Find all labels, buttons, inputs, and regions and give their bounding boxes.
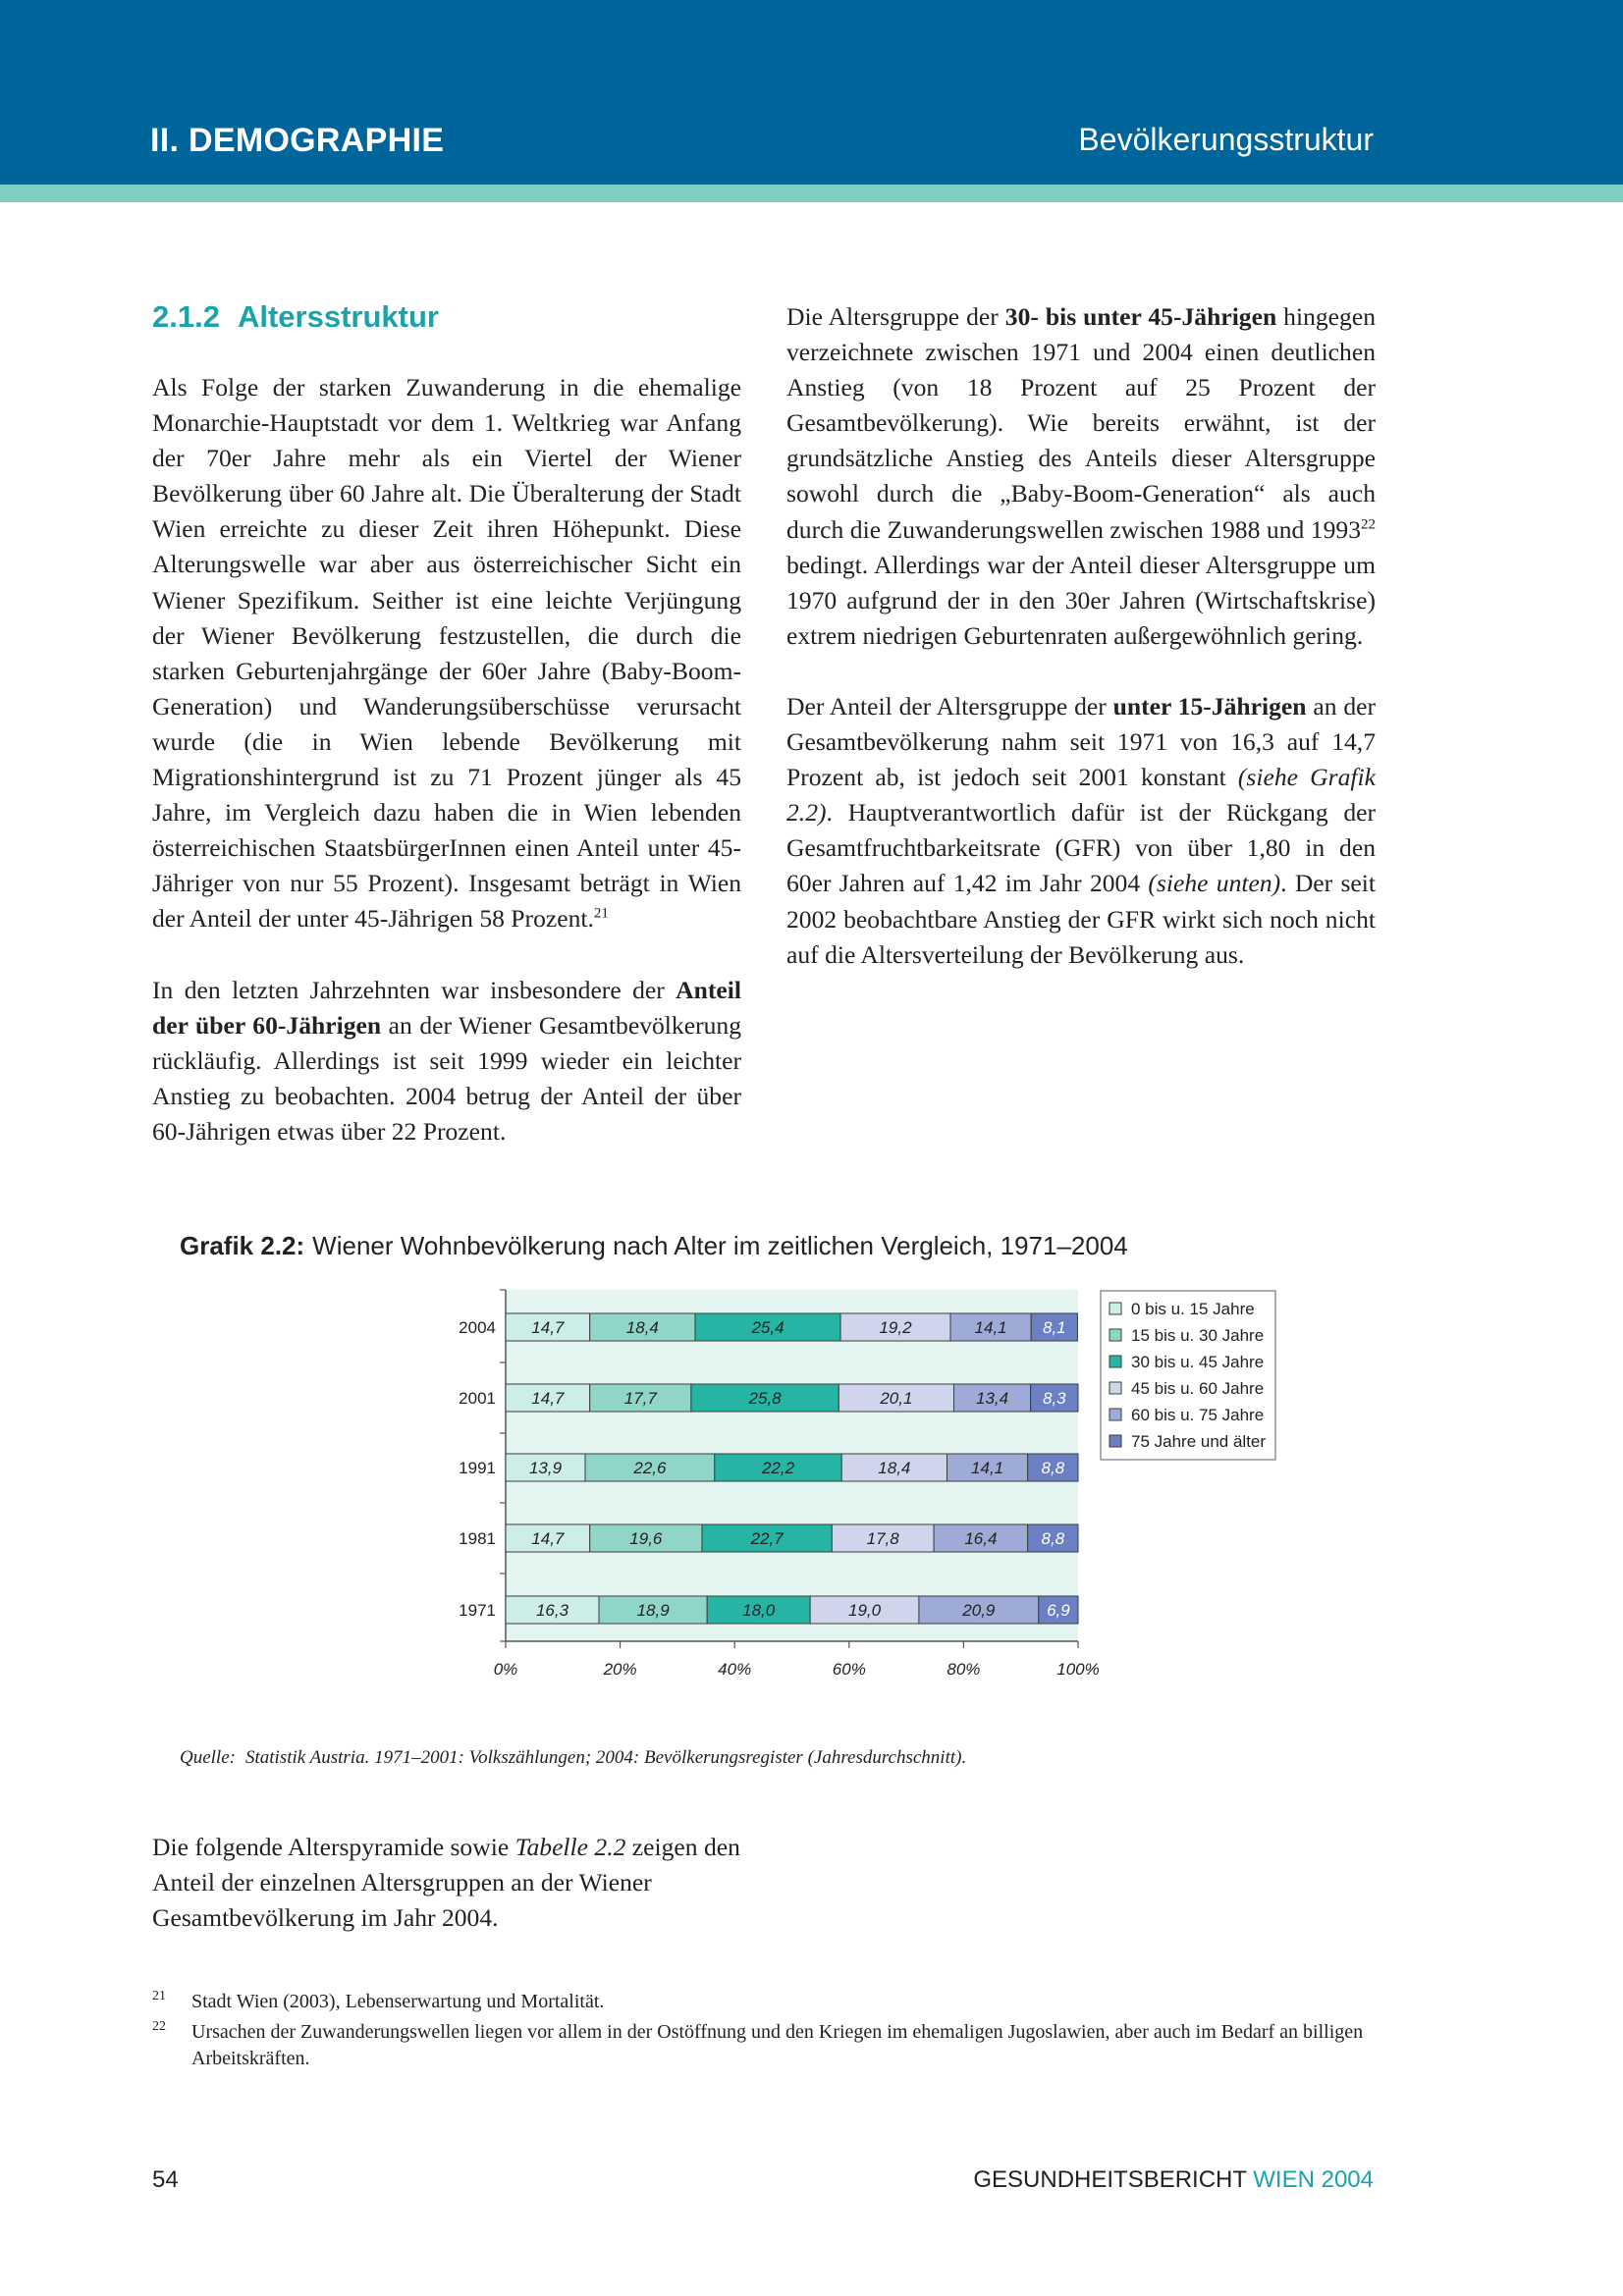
bold-text: 30- bis unter 45-Jährigen [1004, 302, 1277, 331]
bold-text: unter 15-Jährigen [1112, 691, 1307, 721]
legend-label: 45 bis u. 60 Jahre [1131, 1379, 1265, 1398]
data-label: 8,8 [1041, 1529, 1065, 1548]
paragraph-text: Die folgende Alterspyramide sowie [152, 1833, 515, 1861]
paragraph-text: hingegen verzeichnete zwischen 1971 und 2004 einen deutlichen Anstieg (von 18 Prozent auf 25 Prozent der Gesamtbevölkerung). Wie bereits erwähnt, ist der grundsätzliche Anstieg des Anteils dieser Altersgruppe sowohl durch die „Baby-Boom-Generation“ als auch durch die Zuwanderungswellen zwischen 1988 und 1993 [786, 302, 1376, 544]
chart-title-text: Wiener Wohnbevölkerung nach Alter im zeitlichen Vergleich, 1971–2004 [312, 1231, 1128, 1260]
legend-swatch [1109, 1356, 1121, 1367]
chart-source [180, 1747, 976, 1769]
paragraph [786, 299, 1376, 654]
paragraph [152, 370, 741, 937]
y-category-label: 1991 [459, 1459, 496, 1477]
data-label: 8,3 [1042, 1389, 1066, 1408]
x-tick-label: 80% [947, 1660, 981, 1679]
y-category-label: 1971 [459, 1601, 496, 1620]
chart-title [180, 1231, 1128, 1261]
y-category-label: 2001 [459, 1389, 496, 1408]
data-label: 14,1 [974, 1318, 1007, 1337]
italic-reference: Tabelle 2.2 [514, 1833, 626, 1861]
footnote-text: Stadt Wien (2003), Lebenserwartung und Mortalität. [191, 1991, 605, 2012]
data-label: 20,1 [880, 1389, 913, 1408]
x-tick-label: 100% [1056, 1660, 1100, 1679]
footnote [152, 2019, 1380, 2072]
data-label: 16,4 [964, 1529, 998, 1548]
data-label: 22,6 [633, 1459, 667, 1477]
stacked-bar-chart [0, 1276, 1623, 1688]
section-title [152, 299, 741, 335]
paragraph-text: Der Anteil der Altersgruppe der [786, 691, 1113, 721]
data-label: 18,4 [878, 1459, 911, 1477]
legend-swatch [1109, 1329, 1121, 1341]
data-label: 25,4 [751, 1318, 784, 1337]
chapter-title: II. DEMOGRAPHIE [150, 122, 445, 159]
right-column [786, 299, 1376, 1008]
section-title-text: Altersstruktur [237, 299, 439, 334]
footnote-ref[interactable]: 22 [1361, 516, 1376, 533]
legend-label: 0 bis u. 15 Jahre [1131, 1300, 1255, 1318]
legend-swatch [1109, 1435, 1121, 1447]
legend-swatch [1109, 1382, 1121, 1394]
data-label: 18,0 [742, 1601, 776, 1620]
data-label: 18,4 [625, 1318, 659, 1337]
paragraph-text: Die Altersgruppe der [786, 302, 1005, 331]
data-label: 8,1 [1042, 1318, 1066, 1337]
data-label: 13,4 [976, 1389, 1009, 1408]
data-label: 17,7 [623, 1389, 657, 1408]
source-text: Statistik Austria. 1971–2001: Volkszählungen; 2004: Bevölkerungsregister (Jahresdurchschnitt). [244, 1747, 967, 1768]
data-label: 14,7 [531, 1389, 565, 1408]
data-label: 14,7 [531, 1318, 565, 1337]
x-tick-label: 0% [493, 1660, 518, 1679]
header-stripe [0, 185, 1623, 202]
data-label: 14,7 [531, 1529, 565, 1548]
paragraph [152, 1830, 741, 1936]
x-tick-label: 60% [832, 1660, 866, 1679]
left-column [152, 299, 741, 1185]
data-label: 19,6 [629, 1529, 663, 1548]
italic-reference: (siehe Grafik 2.2) [786, 763, 1376, 828]
paragraph [786, 689, 1376, 973]
data-label: 13,9 [528, 1459, 563, 1477]
paragraph-text: an der Gesamtbevölkerung nahm seit 1971 von 16,3 auf 14,7 Prozent ab, ist jedoch seit 2001 konstant [786, 691, 1377, 792]
footnote-text: Ursachen der Zuwanderungswellen liegen vor allem in der Ostöffnung und den Kriegen im ehemaligen Jugoslawien, aber auch im Bedarf an billigen Arbeitskräften. [191, 2021, 1364, 2069]
page-number: 54 [152, 2166, 179, 2193]
legend-swatch [1109, 1409, 1121, 1420]
paragraph-text: zeigen den Anteil der einzelnen Altersgruppen an der Wiener Gesamtbevölkerung im Jahr 2004. [152, 1833, 740, 1933]
italic-reference: (siehe unten) [1148, 869, 1281, 898]
data-label: 22,2 [761, 1459, 795, 1477]
section-number: 2.1.2 [152, 299, 220, 334]
footnote-number: 22 [152, 2019, 166, 2034]
paragraph-text: Als Folge der starken Zuwanderung in die ehemalige Monarchie-Hauptstadt vor dem 1. Weltkrieg war Anfang der 70er Jahre mehr als ein Viertel der Wiener Bevölkerung über 60 Jahre alt. Die Überalterung der Stadt Wien erreichte zu dieser Zeit ihren Höhepunkt. Diese Alterungswelle war aber aus österreichischer Sicht ein Wiener Spezifikum. Seither ist eine leichte Verjüngung der Wiener Bevölkerung festzustellen, die durch die starken Geburtenjahrgänge der 60er Jahre (Baby-Boom-Generation) und Wanderungsüberschüsse verursacht wurde (die in Wien lebende Bevölkerung mit Migrationshintergrund ist zu 71 Prozent jünger als 45 Jahre, im Vergleich dazu haben die in Wien lebenden österreichischen StaatsbürgerInnen einen Anteil unter 45-Jähriger von nur 55 Prozent). Insgesamt beträgt in Wien der Anteil der unter 45-Jährigen 58 Prozent. [152, 373, 741, 934]
footer-title-accent: WIEN 2004 [1253, 2166, 1374, 2193]
footnote-ref[interactable]: 21 [593, 905, 609, 922]
paragraph-text: In den letzten Jahrzehnten war insbesondere der [152, 975, 676, 1004]
data-label: 14,1 [971, 1459, 1004, 1477]
paragraph-text: bedingt. Allerdings war der Anteil dieser Altersgruppe um 1970 aufgrund der in den 30er Jahren (Wirtschaftskrise) extrem niedrigen Geburtenraten außergewöhnlich gering. [786, 550, 1376, 650]
y-category-label: 2004 [459, 1318, 496, 1337]
chart-label: Grafik 2.2: [180, 1231, 305, 1260]
legend-swatch [1109, 1303, 1121, 1314]
paragraph-text: an der Wiener Gesamtbevölkerung rückläufig. Allerdings ist seit 1999 wieder ein leichter Anstieg zu beobachten. 2004 betrug der Anteil der über 60-Jährigen etwas über 22 Prozent. [152, 1010, 741, 1146]
footer-title-text: GESUNDHEITSBERICHT [973, 2166, 1247, 2193]
y-category-label: 1981 [459, 1529, 496, 1548]
x-tick-label: 20% [603, 1660, 637, 1679]
data-label: 8,8 [1041, 1459, 1065, 1477]
legend-label: 15 bis u. 30 Jahre [1131, 1326, 1265, 1345]
footer-title [973, 2166, 1374, 2194]
data-label: 6,9 [1047, 1601, 1070, 1620]
paragraph-text: . Der seit 2002 beobachtbare Anstieg der GFR wirkt sich noch nicht auf die Altersverteilung der Bevölkerung aus. [786, 869, 1376, 969]
paragraph-text: . Hauptverantwortlich dafür ist der Rückgang der Gesamtfruchtbarkeitsrate (GFR) von über 1,80 in den 60er Jahren auf 1,42 im Jahr 2004 [786, 798, 1376, 898]
data-label: 16,3 [535, 1601, 569, 1620]
bold-text: Anteil der über 60-Jährigen [152, 975, 741, 1040]
section-name: Bevölkerungsstruktur [1078, 122, 1374, 157]
data-label: 25,8 [748, 1389, 782, 1408]
footnote-number: 21 [152, 1989, 166, 2003]
x-tick-label: 40% [718, 1660, 752, 1679]
legend-label: 30 bis u. 45 Jahre [1131, 1353, 1265, 1371]
data-label: 18,9 [636, 1601, 670, 1620]
data-label: 17,8 [866, 1529, 899, 1548]
footnote [152, 1989, 1380, 2015]
data-label: 19,2 [879, 1318, 912, 1337]
data-label: 22,7 [750, 1529, 784, 1548]
source-label: Quelle: [180, 1747, 236, 1768]
legend-label: 75 Jahre und älter [1131, 1432, 1267, 1451]
data-label: 19,0 [847, 1601, 882, 1620]
paragraph [152, 973, 741, 1149]
legend-label: 60 bis u. 75 Jahre [1131, 1406, 1265, 1424]
data-label: 20,9 [962, 1601, 996, 1620]
